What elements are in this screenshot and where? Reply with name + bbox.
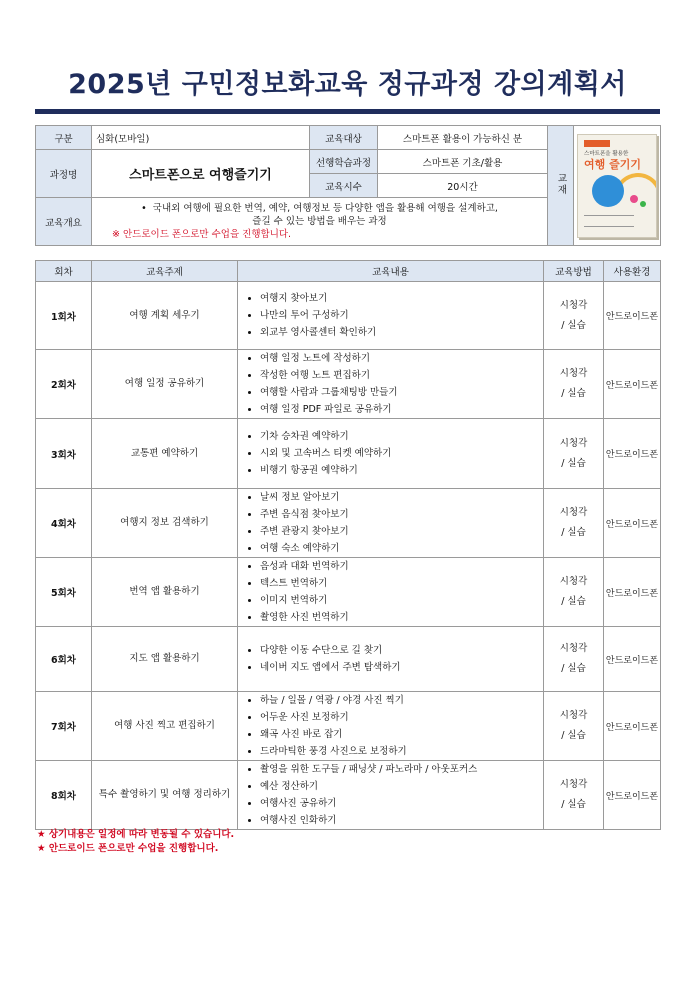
session-environment: 안드로이드폰 xyxy=(604,761,661,830)
content-item: • 나만의 투어 구성하기 xyxy=(260,307,539,324)
schedule-body xyxy=(36,282,661,830)
content-item: • 다양한 이동 수단으로 길 찾기 xyxy=(260,642,539,659)
method-line-1: 시청각 xyxy=(559,368,588,379)
session-method xyxy=(544,419,604,489)
content-item: • 음성과 대화 번역하기 xyxy=(260,558,539,575)
target-value: 스마트폰 활용이 가능하신 분 xyxy=(378,126,548,150)
method-line-2: / 실습 xyxy=(561,596,586,607)
course-info-table xyxy=(35,125,661,246)
decor-lines xyxy=(584,215,634,227)
session-number: 2회차 xyxy=(36,350,92,419)
header-method: 교육방법 xyxy=(544,261,604,282)
session-topic: 교통편 예약하기 xyxy=(92,419,238,489)
content-item: • 예산 정산하기 xyxy=(260,778,539,795)
session-environment: 안드로이드폰 xyxy=(604,282,661,350)
session-method xyxy=(544,761,604,830)
content-item: • 여행 숙소 예약하기 xyxy=(260,540,539,557)
session-number: 7회차 xyxy=(36,692,92,761)
header-content: 교육내용 xyxy=(238,261,544,282)
method-line-1: 시청각 xyxy=(559,299,588,311)
session-topic: 여행지 정보 검색하기 xyxy=(92,489,238,558)
course-label: 과정명 xyxy=(36,150,92,198)
overview-label: 교육개요 xyxy=(36,198,92,246)
method-line-2: / 실습 xyxy=(561,527,586,538)
textbook-cover-image xyxy=(577,134,657,238)
header-session: 회차 xyxy=(36,261,92,282)
session-number: 1회차 xyxy=(36,282,92,350)
content-item: • 외교부 영사콜센터 확인하기 xyxy=(260,324,539,341)
session-content xyxy=(238,627,544,692)
book-title: 여행 즐기기 xyxy=(584,157,641,171)
method-line-1: 시청각 xyxy=(559,710,588,721)
content-item: • 여행할 사람과 그룹채팅방 만들기 xyxy=(260,384,539,401)
hours-label: 교육시수 xyxy=(310,174,378,198)
content-item: • 텍스트 번역하기 xyxy=(260,575,539,592)
content-item: • 작성한 여행 노트 편집하기 xyxy=(260,367,539,384)
session-environment: 안드로이드폰 xyxy=(604,350,661,419)
overview-note: ※ 안드로이드 폰으로만 수업을 진행합니다. xyxy=(112,229,292,240)
session-topic: 번역 앱 활용하기 xyxy=(92,558,238,627)
textbook-cell xyxy=(574,126,661,246)
content-item: • 주변 관광지 찾아보기 xyxy=(260,523,539,540)
schedule-row xyxy=(36,350,661,419)
method-line-2: / 실습 xyxy=(561,663,586,674)
title-divider xyxy=(35,109,660,114)
method-line-2: / 실습 xyxy=(561,388,586,399)
content-item: • 이미지 번역하기 xyxy=(260,592,539,609)
content-item: • 여행사진 인화하기 xyxy=(260,812,539,829)
session-topic: 지도 앱 활용하기 xyxy=(92,627,238,692)
textbook-label-cell xyxy=(548,126,574,246)
session-number: 8회차 xyxy=(36,761,92,830)
content-list xyxy=(242,761,539,829)
session-content xyxy=(238,350,544,419)
session-environment: 안드로이드폰 xyxy=(604,419,661,489)
content-list xyxy=(242,642,539,676)
content-item: • 기차 승차권 예약하기 xyxy=(260,428,539,445)
schedule-row xyxy=(36,282,661,350)
decor-dot xyxy=(640,201,646,207)
session-environment: 안드로이드폰 xyxy=(604,558,661,627)
footnote-change: ★ 상기내용은 일정에 따라 변동될 수 있습니다. xyxy=(37,829,235,840)
overview-cell xyxy=(92,198,548,246)
content-item: • 주변 음식점 찾아보기 xyxy=(260,506,539,523)
content-item: • 하늘 / 일몰 / 역광 / 야경 사진 찍기 xyxy=(260,692,539,709)
book-subtitle: 스마트폰을 활용한 xyxy=(584,150,629,157)
method-line-1: 시청각 xyxy=(559,576,588,587)
content-list xyxy=(242,428,539,479)
globe-illustration xyxy=(592,175,624,207)
content-item: • 여행 일정 노트에 작성하기 xyxy=(260,350,539,367)
content-item: • 어두운 사진 보정하기 xyxy=(260,709,539,726)
schedule-row xyxy=(36,761,661,830)
session-number: 3회차 xyxy=(36,419,92,489)
session-method xyxy=(544,489,604,558)
category-value: 심화(모바일) xyxy=(92,126,310,150)
session-content xyxy=(238,419,544,489)
session-content xyxy=(238,761,544,830)
content-item: • 촬영을 위한 도구들 / 패닝샷 / 파노라마 / 아웃포커스 xyxy=(260,761,539,778)
content-item: • 드라마틱한 풍경 사진으로 보정하기 xyxy=(260,743,539,760)
content-list xyxy=(242,692,539,760)
content-item: • 왜곡 사진 바로 잡기 xyxy=(260,726,539,743)
overview-line-2: 즐길 수 있는 방법을 배우는 과정 xyxy=(252,216,387,227)
target-label: 교육대상 xyxy=(310,126,378,150)
content-item: • 여행 일정 PDF 파일로 공유하기 xyxy=(260,401,539,418)
method-line-1: 시청각 xyxy=(559,507,588,518)
content-list xyxy=(242,489,539,557)
session-method xyxy=(544,627,604,692)
method-line-2: / 실습 xyxy=(561,319,586,331)
content-item: • 여행사진 공유하기 xyxy=(260,795,539,812)
method-line-1: 시청각 xyxy=(559,643,588,654)
footnote-android: ★ 안드로이드 폰으로만 수업을 진행합니다. xyxy=(37,843,219,854)
session-content xyxy=(238,282,544,350)
session-topic: 여행 사진 찍고 편집하기 xyxy=(92,692,238,761)
session-number: 4회차 xyxy=(36,489,92,558)
hours-value: 20시간 xyxy=(378,174,548,198)
schedule-row xyxy=(36,692,661,761)
book-tag xyxy=(584,140,610,147)
content-item: • 비행기 항공권 예약하기 xyxy=(260,462,539,479)
content-item: • 촬영한 사진 번역하기 xyxy=(260,609,539,626)
content-item: • 시외 및 고속버스 티켓 예약하기 xyxy=(260,445,539,462)
session-method xyxy=(544,350,604,419)
content-list xyxy=(242,350,539,418)
method-line-2: / 실습 xyxy=(561,457,586,469)
session-content xyxy=(238,692,544,761)
footnotes xyxy=(37,828,234,856)
header-topic: 교육주제 xyxy=(92,261,238,282)
schedule-row xyxy=(36,558,661,627)
session-content xyxy=(238,489,544,558)
schedule-row xyxy=(36,627,661,692)
content-item: • 날씨 정보 알아보기 xyxy=(260,489,539,506)
page-title: 2025년 구민정보화교육 정규과정 강의계획서 xyxy=(68,69,627,100)
session-topic: 특수 촬영하기 및 여행 정리하기 xyxy=(92,761,238,830)
schedule-row xyxy=(36,419,661,489)
session-method xyxy=(544,282,604,350)
header-environment: 사용환경 xyxy=(604,261,661,282)
session-environment: 안드로이드폰 xyxy=(604,489,661,558)
category-label: 구분 xyxy=(36,126,92,150)
textbook-label: 교재 xyxy=(555,172,567,196)
content-item: • 네이버 지도 앱에서 주변 탐색하기 xyxy=(260,659,539,676)
prereq-label: 선행학습과정 xyxy=(310,150,378,174)
method-line-1: 시청각 xyxy=(559,779,588,790)
session-method xyxy=(544,558,604,627)
schedule-row xyxy=(36,489,661,558)
session-number: 5회차 xyxy=(36,558,92,627)
course-value: 스마트폰으로 여행즐기기 xyxy=(92,150,310,198)
session-method xyxy=(544,692,604,761)
session-environment: 안드로이드폰 xyxy=(604,692,661,761)
method-line-2: / 실습 xyxy=(561,799,586,810)
session-environment: 안드로이드폰 xyxy=(604,627,661,692)
overview-line-1: • 국내외 여행에 필요한 번역, 예약, 여행정보 등 다양한 앱을 활용해 여행을 설계하고, xyxy=(141,203,498,214)
content-list xyxy=(242,290,539,341)
session-number: 6회차 xyxy=(36,627,92,692)
decor-dot xyxy=(630,195,638,203)
session-topic: 여행 계획 세우기 xyxy=(92,282,238,350)
schedule-table xyxy=(35,260,661,830)
method-line-1: 시청각 xyxy=(559,437,588,449)
session-topic: 여행 일정 공유하기 xyxy=(92,350,238,419)
prereq-value: 스마트폰 기초/활용 xyxy=(378,150,548,174)
content-item: • 여행지 찾아보기 xyxy=(260,290,539,307)
method-line-2: / 실습 xyxy=(561,730,586,741)
session-content xyxy=(238,558,544,627)
content-list xyxy=(242,558,539,626)
